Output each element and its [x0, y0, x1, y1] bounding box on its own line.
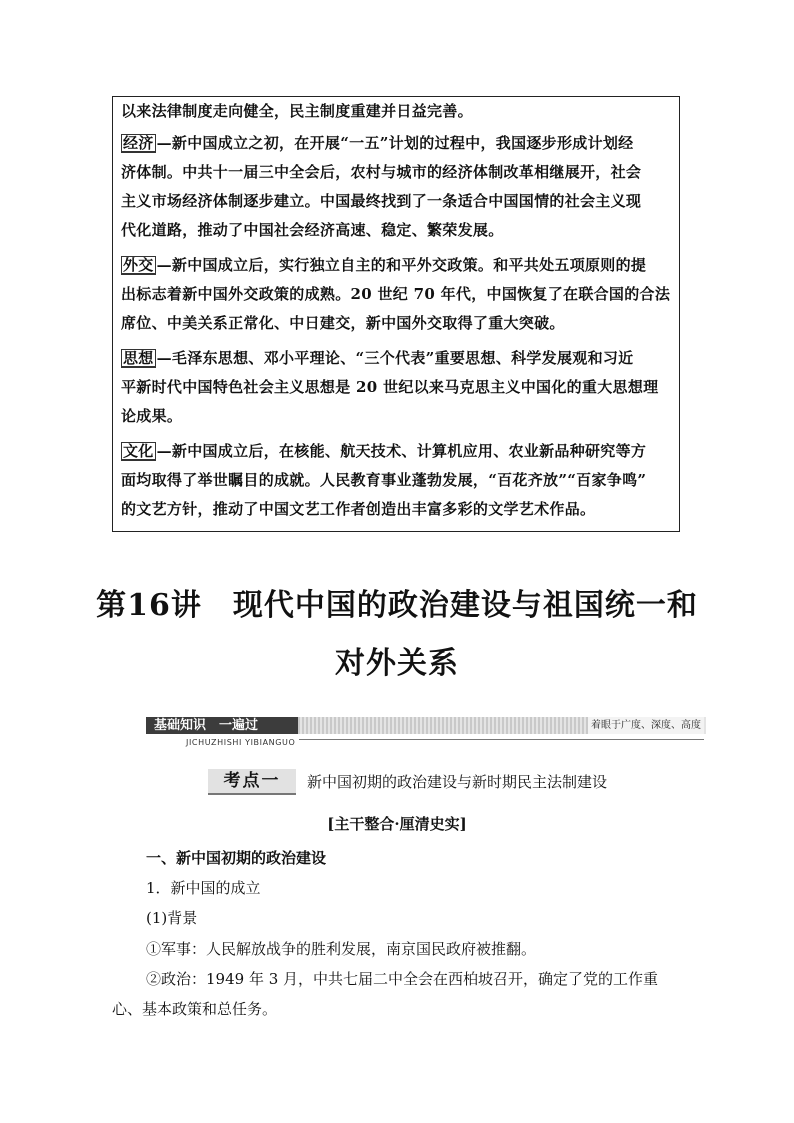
- thought-line-2: 平新时代中国特色社会主义思想是 20 世纪以来马克思主义中国化的重大思想理: [121, 378, 659, 396]
- thought-line-1: [121, 347, 633, 368]
- economy-text-1: —新中国成立之初，在开展“一五”计划的过程中，我国逐步形成计划经: [156, 134, 634, 152]
- paragraph-politics-line-2: 心、基本政策和总任务。: [112, 1000, 278, 1018]
- heading-3: (1)背景: [146, 909, 198, 927]
- lecture-title-line-2: 对外关系: [335, 646, 459, 681]
- economy-line-3: 主义市场经济体制逐步建立。中国最终找到了一条适合中国国情的社会主义现: [121, 192, 642, 210]
- culture-text-1: —新中国成立后，在核能、航天技术、计算机应用、农业新品种研究等方: [156, 442, 647, 460]
- diplomacy-tag: 外交: [123, 256, 154, 274]
- summary-box: [112, 96, 680, 532]
- knowledge-point-title: 新中国初期的政治建设与新时期民主法制建设: [307, 773, 608, 791]
- banner-main-label: 基础知识 一遍过: [146, 717, 298, 734]
- economy-line-1: [121, 132, 633, 153]
- lecture-title-line-1: 第16讲 现代中国的政治建设与祖国统一和: [96, 588, 698, 623]
- culture-line-3: 的文艺方针，推动了中国文艺工作者创造出丰富多彩的文学艺术作品。: [121, 500, 596, 518]
- banner-pinyin: JICHUZHISHI YIBIANGUO: [186, 738, 299, 747]
- diplomacy-line-3: 席位、中美关系正常化、中日建交，新中国外交取得了重大突破。: [121, 314, 565, 332]
- culture-tag: 文化: [123, 442, 154, 460]
- banner-right-label: 着眼于广度、深度、高度: [588, 717, 704, 734]
- economy-tag: 经济: [123, 134, 154, 152]
- summary-intro-line: 以来法律制度走向健全，民主制度重建并日益完善。: [121, 102, 473, 120]
- paragraph-politics-line-1: ②政治：1949 年 3 月，中共七届二中全会在西柏坡召开，确定了党的工作重: [146, 970, 659, 988]
- thought-text-1: —毛泽东思想、邓小平理论、“三个代表”重要思想、科学发展观和习近: [156, 349, 634, 367]
- diplomacy-text-1: —新中国成立后，实行独立自主的和平外交政策。和平共处五项原则的提: [156, 256, 647, 274]
- economy-line-4: 代化道路，推动了中国社会经济高速、稳定、繁荣发展。: [121, 221, 504, 239]
- thought-line-3: 论成果。: [121, 407, 183, 425]
- diplomacy-line-1: [121, 254, 646, 275]
- thought-tag: 思想: [123, 349, 154, 367]
- economy-line-2: 济体制。中共十一届三中全会后，农村与城市的经济体制改革相继展开，社会: [121, 163, 642, 181]
- diplomacy-line-2: 出标志着新中国外交政策的成熟。20 世纪 70 年代，中国恢复了在联合国的合法: [121, 285, 671, 303]
- heading-1: 一、新中国初期的政治建设: [146, 849, 327, 867]
- culture-line-1: [121, 440, 646, 461]
- knowledge-point-label: 考点一: [208, 769, 296, 795]
- culture-line-2: 面均取得了举世瞩目的成就。人民教育事业蓬勃发展，“百花齐放”“百家争鸣”: [121, 471, 647, 489]
- section-banner: [146, 717, 706, 749]
- heading-2: 1．新中国的成立: [146, 879, 261, 897]
- sub-heading: [主干整合·厘清史实]: [327, 815, 467, 833]
- paragraph-military: ①军事：人民解放战争的胜利发展，南京国民政府被推翻。: [146, 940, 537, 958]
